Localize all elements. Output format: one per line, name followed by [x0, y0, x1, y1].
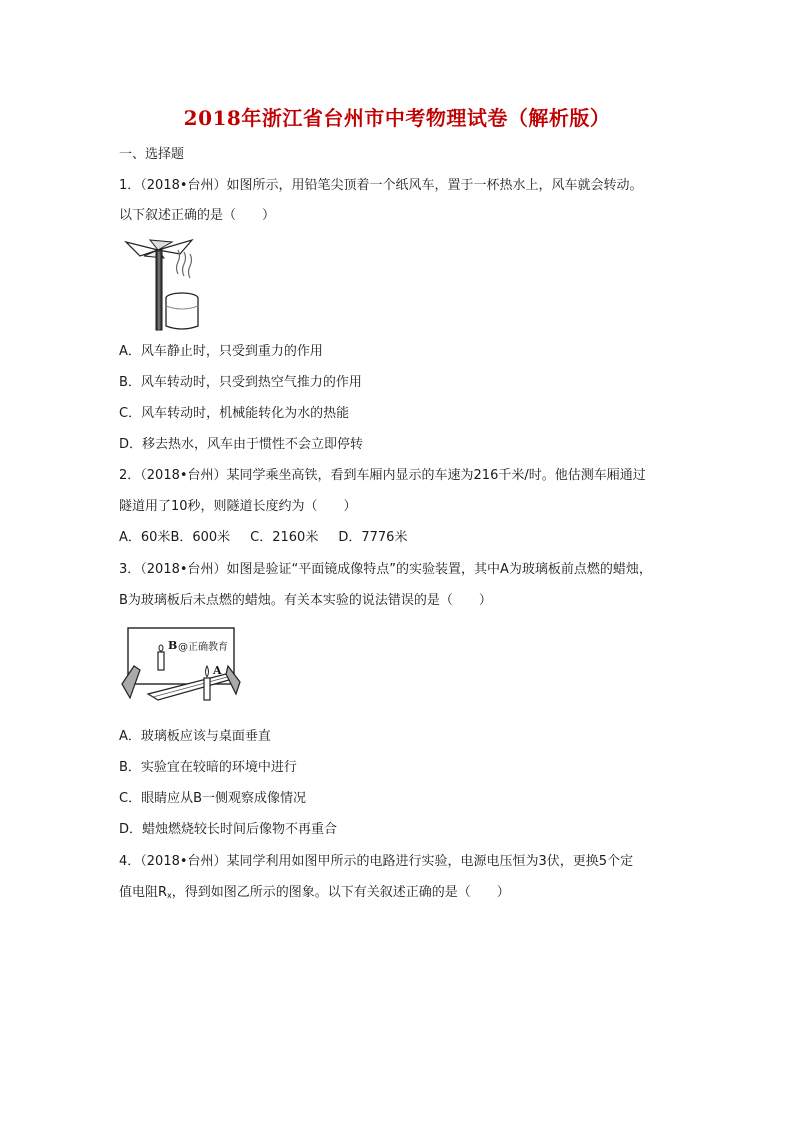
q1-option-d: D．移去热水，风车由于惯性不会立即停转: [119, 437, 364, 452]
q3-label-a: A: [213, 664, 222, 677]
q2-options: [119, 529, 407, 547]
q3-option-b: B．实验宜在较暗的环境中进行: [119, 760, 297, 775]
q1-option-a: A．风车静止时，只受到重力的作用: [119, 344, 323, 359]
q2-option-c: C．2160米: [250, 530, 319, 545]
q1-option-c: C．风车转动时，机械能转化为水的热能: [119, 406, 350, 421]
q2-stem-line2: 隧道用了10秒，则隧道长度约为（ ）: [119, 499, 357, 514]
q4-stem-line2-end: ，得到如图乙所示的图象。以下有关叙述正确的是（ ）: [171, 885, 510, 900]
q1-option-b: B．风车转动时，只受到热空气推力的作用: [119, 375, 362, 390]
q3-option-c: C．眼睛应从B一侧观察成像情况: [119, 791, 306, 806]
q3-figure-watermark: @正确教育: [178, 642, 228, 653]
q4-resistor-subscript: x: [167, 891, 172, 900]
q1-pinwheel-figure: [120, 236, 208, 332]
q3-stem-line2: B为玻璃板后未点燃的蜡烛。有关本实验的说法错误的是（ ）: [119, 593, 492, 608]
q4-stem-line2-start: 值电阻R: [119, 885, 168, 900]
q2-option-d: D．7776米: [338, 530, 408, 545]
q4-stem-line1: 4．（2018•台州）某同学利用如图甲所示的电路进行实验，电源电压恒为3伏，更换5个定: [119, 854, 634, 869]
page-title: 2018年浙江省台州市中考物理试卷（解析版）: [183, 106, 611, 130]
q1-stem-line2: 以下叙述正确的是（ ）: [119, 208, 276, 223]
q3-option-a: A．玻璃板应该与桌面垂直: [119, 729, 271, 744]
q3-mirror-experiment-figure: [118, 624, 244, 710]
q3-stem-line1: 3．（2018•台州）如图是验证“平面镜成像特点”的实验装置，其中A为玻璃板前点燃的蜡烛，: [119, 562, 652, 577]
q4-stem-line2: [119, 884, 510, 905]
section-heading: 一、选择题: [119, 147, 185, 162]
q3-label-b: B: [168, 639, 178, 652]
q1-stem-line1: 1．（2018•台州）如图所示，用铅笔尖顶着一个纸风车，置于一杯热水上，风车就会转动。: [119, 178, 643, 193]
q2-stem-line1: 2．（2018•台州）某同学乘坐高铁，看到车厢内显示的车速为216千米/时。他估测车厢通过: [119, 468, 646, 483]
q3-option-d: D．蜡烛燃烧较长时间后像物不再重合: [119, 822, 338, 837]
q2-option-a: A．60米: [119, 530, 171, 545]
q2-option-b: B．600米: [170, 530, 231, 545]
